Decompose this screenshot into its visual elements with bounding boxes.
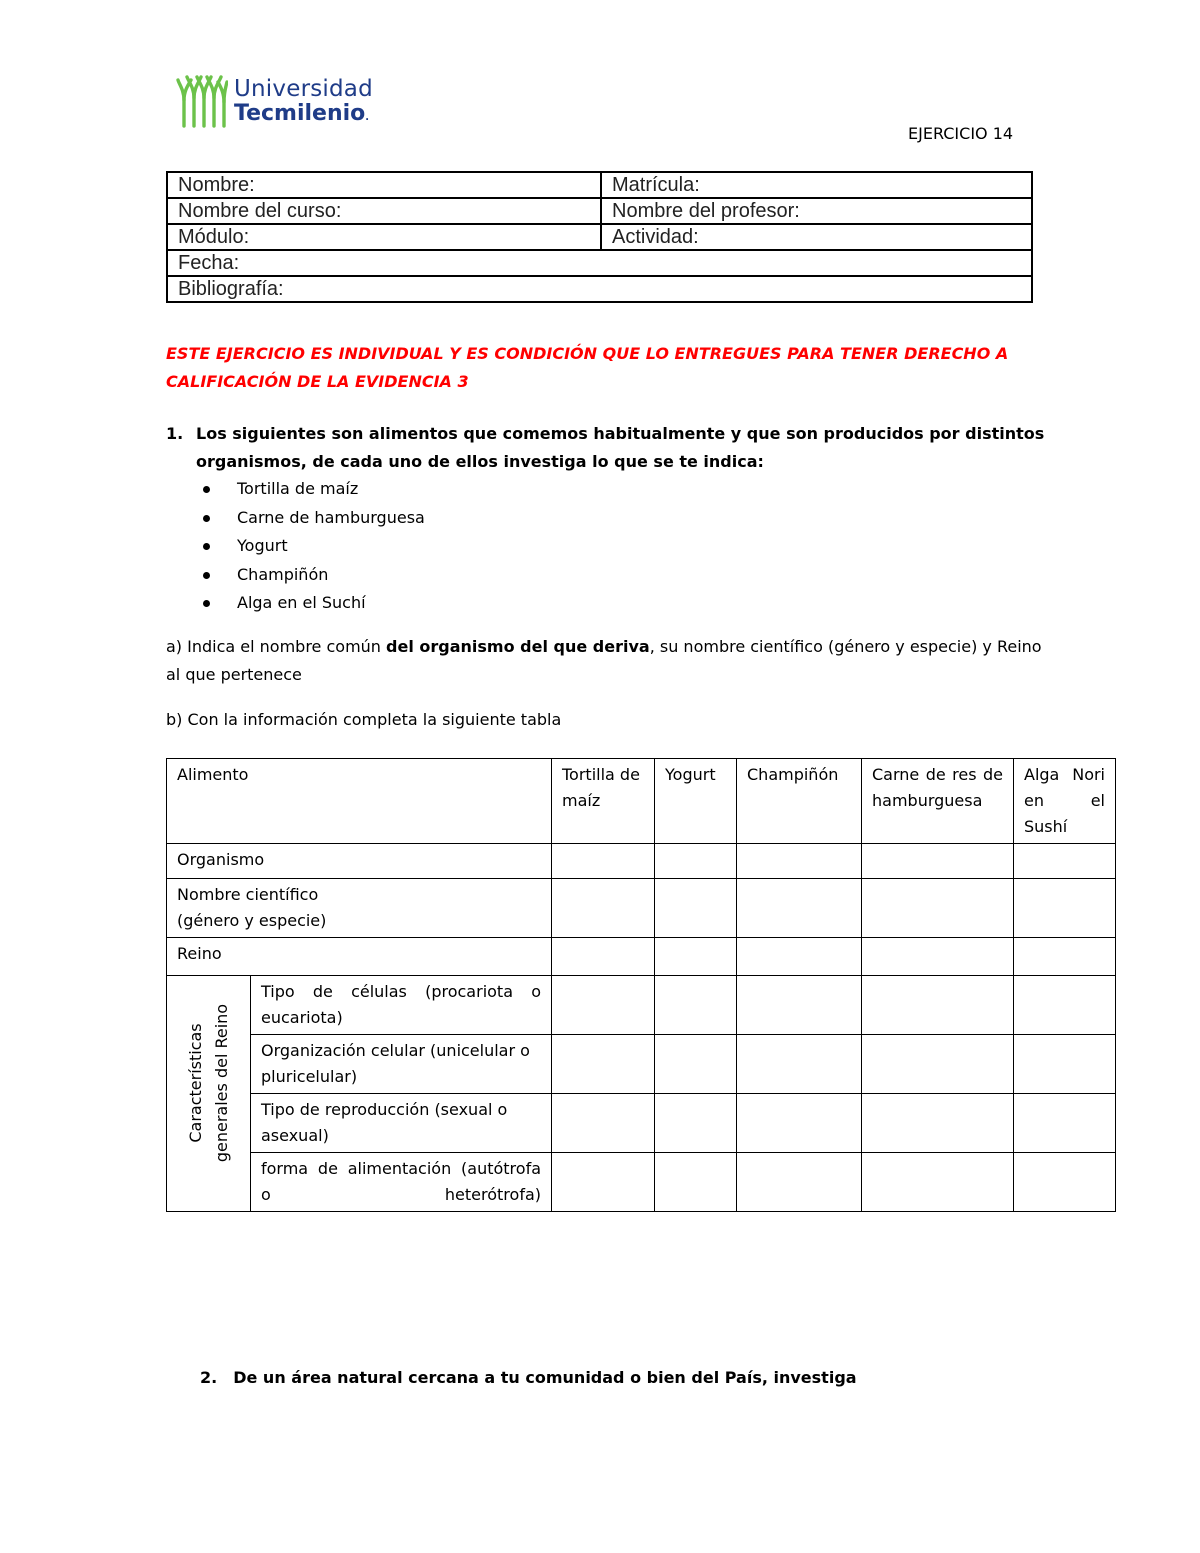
cell-input[interactable]: [862, 938, 1014, 976]
question-1-number: 1.: [166, 424, 184, 443]
cell-input[interactable]: [655, 938, 737, 976]
part-a-instructions: a) Indica el nombre común del organismo del que deriva, su nombre científico (género y especie) y Reino al que pertenece: [166, 637, 1042, 684]
cell-input[interactable]: [1014, 1035, 1116, 1094]
question-1: [166, 420, 1046, 476]
part-b-instructions: b) Con la información completa la siguiente tabla: [166, 710, 562, 729]
list-item: Carne de hamburguesa: [200, 504, 425, 533]
cell-input[interactable]: [655, 1153, 737, 1212]
cell-input[interactable]: [552, 879, 655, 938]
cell-input[interactable]: [737, 976, 862, 1035]
cell-input[interactable]: [552, 976, 655, 1035]
row-label-organizacion: Organización celular (unicelular o pluricelular): [251, 1035, 552, 1094]
cell-input[interactable]: [862, 1035, 1014, 1094]
col-header-carne: Carne de res de hamburguesa: [862, 759, 1014, 844]
bullet-icon: [203, 572, 210, 579]
col-header-tortilla: Tortilla de maíz: [552, 759, 655, 844]
organism-table: [166, 758, 1116, 1212]
cell-input[interactable]: [655, 879, 737, 938]
cell-input[interactable]: [1014, 976, 1116, 1035]
university-logo: [176, 74, 373, 128]
bullet-icon: [203, 486, 210, 493]
logo-line-universidad: Universidad: [234, 75, 373, 102]
list-item: Yogurt: [200, 532, 425, 561]
list-item: Tortilla de maíz: [200, 475, 425, 504]
module-field[interactable]: Módulo:: [167, 224, 601, 250]
cell-input[interactable]: [862, 879, 1014, 938]
cell-input[interactable]: [737, 1035, 862, 1094]
cell-input[interactable]: [552, 1094, 655, 1153]
col-header-alga: Alga Nori en el Sushí: [1014, 759, 1116, 844]
question-1-text: Los siguientes son alimentos que comemos habitualmente y que son producidos por distintos organismos, de cada uno de ellos investiga lo que se te indica:: [196, 424, 1045, 471]
cell-input[interactable]: [862, 1094, 1014, 1153]
cell-input[interactable]: [862, 1153, 1014, 1212]
cell-input[interactable]: [552, 1153, 655, 1212]
bullet-icon: [203, 543, 210, 550]
row-label-tipo-celulas: Tipo de células (procariota o eucariota): [251, 976, 552, 1035]
cell-input[interactable]: [737, 844, 862, 879]
question-2-text: De un área natural cercana a tu comunidad o bien del País, investiga: [233, 1368, 857, 1387]
col-header-champinon: Champiñón: [737, 759, 862, 844]
question-2: [200, 1368, 857, 1387]
list-item: Champiñón: [200, 561, 425, 590]
cell-input[interactable]: [737, 879, 862, 938]
course-name-field[interactable]: Nombre del curso:: [167, 198, 601, 224]
cell-input[interactable]: [1014, 1094, 1116, 1153]
logo-line-tecmilenio: Tecmilenio.: [234, 100, 370, 126]
cell-input[interactable]: [1014, 1153, 1116, 1212]
question-2-number: 2.: [200, 1368, 218, 1387]
cell-input[interactable]: [737, 938, 862, 976]
cell-input[interactable]: [552, 844, 655, 879]
bullet-icon: [203, 515, 210, 522]
exercise-label: EJERCICIO 14: [908, 124, 1014, 143]
header-alimento: Alimento: [167, 759, 552, 844]
cell-input[interactable]: [655, 1035, 737, 1094]
cell-input[interactable]: [737, 1153, 862, 1212]
cell-input[interactable]: [1014, 879, 1116, 938]
date-field[interactable]: Fecha:: [167, 250, 1032, 276]
tecmilenio-mark-icon: [176, 74, 228, 128]
row-label-organismo: Organismo: [167, 844, 552, 879]
cell-input[interactable]: [552, 938, 655, 976]
cell-input[interactable]: [655, 976, 737, 1035]
food-list: [200, 475, 425, 618]
row-label-alimentacion: forma de alimentación (autótrofa o heterótrofa): [251, 1153, 552, 1212]
cell-input[interactable]: [655, 844, 737, 879]
individual-exercise-warning: ESTE EJERCICIO ES INDIVIDUAL Y ES CONDICIÓN QUE LO ENTREGUES PARA TENER DERECHO A CALIFICACIÓN DE LA EVIDENCIA 3: [166, 344, 1009, 391]
cell-input[interactable]: [552, 1035, 655, 1094]
cell-input[interactable]: [1014, 938, 1116, 976]
row-label-reino: Reino: [167, 938, 552, 976]
student-info-table: [166, 171, 1033, 303]
cell-input[interactable]: [862, 844, 1014, 879]
cell-input[interactable]: [1014, 844, 1116, 879]
professor-name-field[interactable]: Nombre del profesor:: [601, 198, 1032, 224]
cell-input[interactable]: [737, 1094, 862, 1153]
bibliography-field[interactable]: Bibliografía:: [167, 276, 1032, 302]
cell-input[interactable]: [655, 1094, 737, 1153]
activity-field[interactable]: Actividad:: [601, 224, 1032, 250]
cell-input[interactable]: [862, 976, 1014, 1035]
bullet-icon: [203, 600, 210, 607]
group-label-caracteristicas: Características generales del Reino: [186, 1003, 231, 1163]
id-number-field[interactable]: Matrícula:: [601, 172, 1032, 198]
group-label-cell: [167, 976, 251, 1212]
row-label-nombre-cientifico: Nombre científico (género y especie): [167, 879, 552, 938]
col-header-yogurt: Yogurt: [655, 759, 737, 844]
row-label-reproduccion: Tipo de reproducción (sexual o asexual): [251, 1094, 552, 1153]
name-field[interactable]: Nombre:: [167, 172, 601, 198]
list-item: Alga en el Suchí: [200, 589, 425, 618]
